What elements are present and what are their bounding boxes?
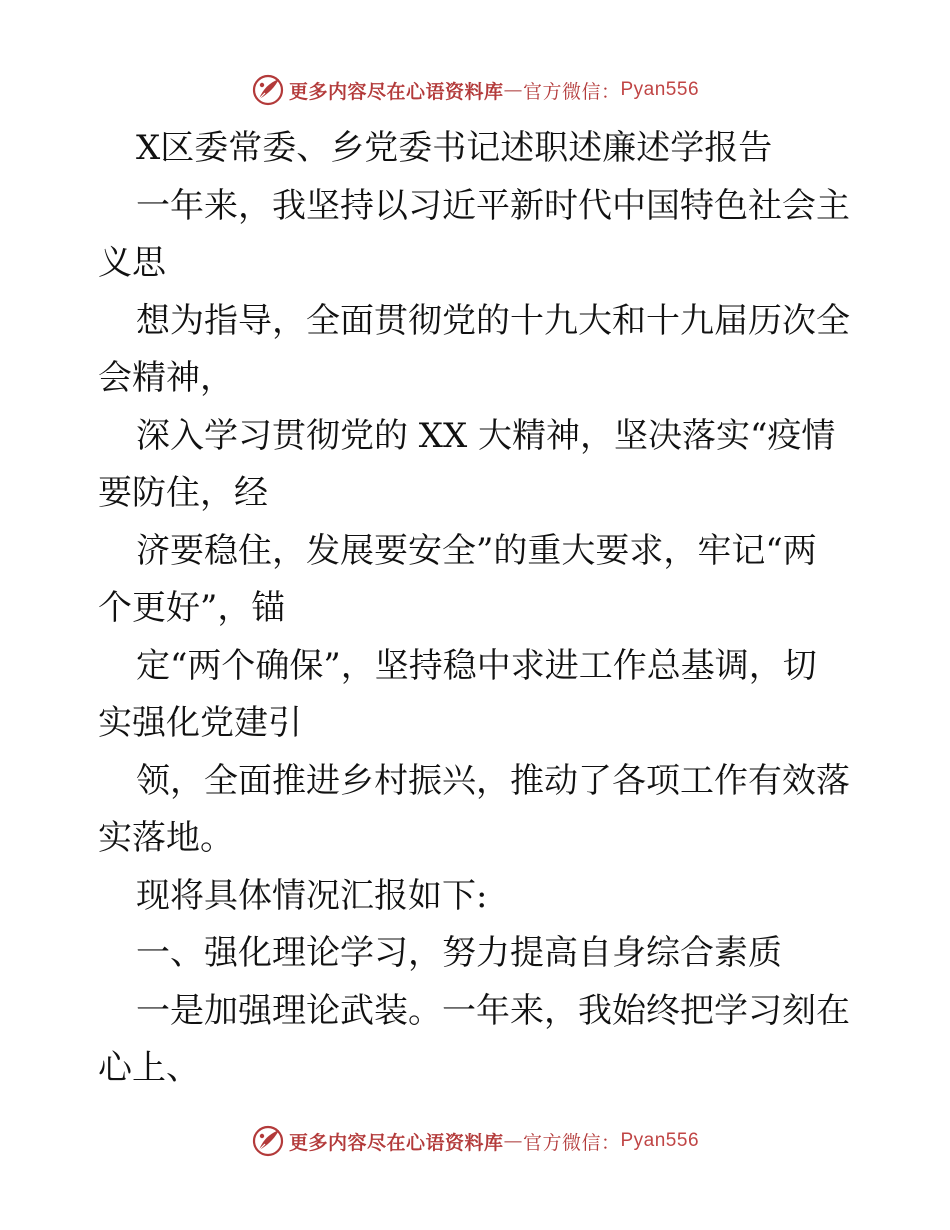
text-line: 个更好”，锚 (98, 588, 286, 628)
quill-logo-icon (251, 1124, 285, 1158)
document-title: X区委常委、乡党委书记述职述廉述学报告 (136, 128, 773, 168)
watermark-text: 更多内容尽在心语资料库 (288, 80, 504, 103)
text-line: 定“两个确保”，坚持稳中求进工作总基调，切 (136, 645, 817, 686)
header-watermark (0, 70, 950, 110)
text-line: 想为指导，全面贯彻党的十九大和十九届历次全 (136, 300, 850, 341)
text-line: 会精神， (98, 358, 234, 398)
section-heading: 一、强化理论学习，努力提高自身综合素质 (136, 933, 782, 973)
watermark-wechat-id: Pyan556 (620, 1130, 700, 1151)
watermark-wechat-label: 官方微信： (522, 80, 621, 103)
text-line: 心上、 (98, 1048, 200, 1088)
text-line: 现将具体情况汇报如下: (136, 875, 488, 916)
watermark-separator: — (503, 1130, 523, 1152)
text-line: 领，全面推进乡村振兴，推动了各项工作有效落 (136, 760, 850, 801)
text-line: 一是加强理论武装。一年来，我始终把学习刻在 (136, 990, 850, 1031)
text-line: 一年来，我坚持以习近平新时代中国特色社会主 (136, 185, 850, 226)
watermark-separator: — (503, 79, 523, 101)
watermark-text: 更多内容尽在心语资料库 (288, 1131, 504, 1154)
document-body (98, 120, 858, 1098)
text-line: 实落地。 (98, 818, 234, 858)
watermark-wechat-id: Pyan556 (620, 79, 700, 100)
footer-watermark (0, 1121, 950, 1161)
text-line: 深入学习贯彻党的 XX 大精神，坚决落实“疫情 (136, 415, 836, 456)
quill-logo-icon (251, 73, 285, 107)
text-line: 济要稳住，发展要安全”的重大要求，牢记“两 (136, 530, 817, 571)
text-line: 要防住，经 (98, 473, 268, 513)
watermark-wechat-label: 官方微信： (522, 1131, 621, 1154)
text-line: 义思 (98, 243, 166, 283)
text-line: 实强化党建引 (98, 703, 302, 743)
